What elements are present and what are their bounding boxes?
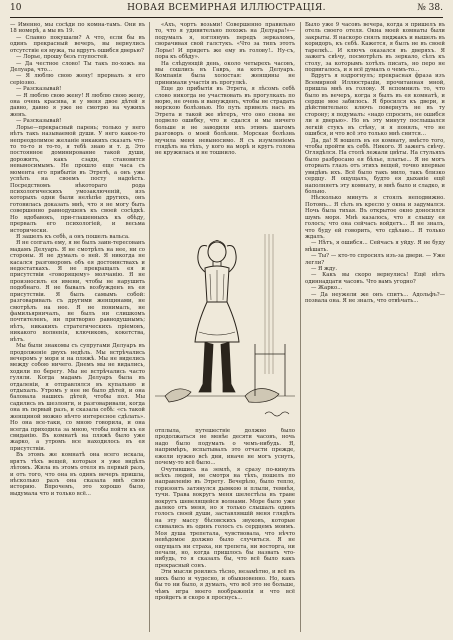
page-number: 10 — [10, 3, 22, 13]
paragraph: — Ты? — кто-то спросилъ изъ-за двери. — Уже легли? — [305, 253, 445, 266]
paragraph: Очутившись на землѣ, я сразу по-кинулъ всѣхъ людей, не смотря на тѣхъ, пошелъ по направленію въ Этрету. Вечерѣло, было тепло, горизонтъ затянулся дымкою и плыли, темнѣя, тучи. Трава вокругъ меня шелестѣла въ траве вокругъ шевелящейся волнами. Море было уже далеко отъ меня, но я только слышалъ одинъ голосъ своей души, заставлявшій меня глядѣть на эту массу бѣсовскихъ звуковъ, которые сливались въ одинъ голосъ съ сердцемъ моимъ. Моя душа трепетала, чувствовала, что нѣчто невѣдомое должно было случиться. Я не ощущалъ ни страха, ни трепета, ни восторга, ни печали, но, когда пришлось бы назвать что-нибудь, то я сказалъ бы, что всё было какъ прекрасный сонъ. — [155, 466, 295, 569]
issue-number: № 38. — [417, 3, 443, 13]
paragraph: Мы были знакомы съ супругами Делуаръ въ продолженіе двухъ недѣль. Мы встрѣчались вечеромъ у моря и на пляжѣ. Мы не виделись между собою ничего. Днемъ мы не видались, ходили по берегу. Мы не встрѣчались часто гуляли. Когда мадамъ Делуаръ была въ отдаленіи, я отправлялся въ купальню и отдыхалъ. Утромъ у нее не было дѣтей, и она баловала нашихъ дѣтей, чтобы пол. Мы садились въ шезлонги, и разговаривали, когда она въ первый разъ, и сказала себѣ: «съ такой женщиной можно нѣчто интересное сдѣлать». Но она все-таки, со мною говорила, и она всегда приходила за мною, чтобы пойти къ ея свиданію. Въ комнатѣ на пляжѣ было уже жарко, а утромъ все находилось въ ея присутствіи. — [10, 343, 145, 452]
paragraph: — Я люблю свою жену! Я люблю свою жену, она очень красива, и у меня двое дѣтей я давно, давно я уже не смотрю на чужихъ женъ. — [10, 92, 145, 118]
paragraph: Я не солгалъ ему, я не былъ заин-тересованъ мадамъ Делуаръ. Я не смотрѣлъ на нее, ни со стороны. Я не думалъ о ней. Я никогда не касался разговоромъ объ ея достоинствахъ и недостаткахъ. Я не прекращалъ ея и присутствіи «говорящему» молчанію. Я не произносилъ ея имени, чтобы не нарушить подобнаго. Я не бывалъ возбужденъ въ ея присутствіи. Я былъ самымъ собой: разговаривалъ съ другими женщинами, не смотрѣлъ на нее. Я не понималъ, не фамильярничалъ, не былъ ни слишкомъ почтителенъ, ни притворно равнодушнымъ; нѣтъ, никакихъ стратегическихъ пріемовъ, никакого волненія, ключиковъ, кокетства, нѣтъ. — [10, 240, 145, 343]
paragraph: — Да честное слово! Ты такъ по-хожъ на Делуара, что... — [10, 60, 145, 73]
text-column-3 — [305, 22, 445, 632]
column-divider — [300, 22, 301, 632]
page-header — [10, 3, 443, 17]
paragraph: Еще до прибытія въ Этрета, я лѣсомъ себѣ слово никогда не участвовать въ прогулкахъ по морю, не очень и вынужденъ, чтобы не страдать морскою болѣзнью. Но путь привелъ насъ въ Этрета и такой же вѣтеръ, что оно снова не подвело ошибку, что и сдался и мы ничего больше и не заводили ихъ этимъ шагомъ разговоръ о моей болѣзни. Морская болѣзнь мучила меня невыносимо. Я съ изумленіемъ глядѣлъ на тѣхъ, у кого на морѣ и кругъ голова не кружилась и не тошнило. — [155, 86, 295, 157]
paragraph: — Жарко... — [311, 285, 343, 292]
paragraph: На слѣдующій день, около четырехъ часовъ, мы сошлись въ Гавръ, на котъ Делуаръ. Компанія была холостая: женщины не принимали участія въ прогулкѣ. — [155, 60, 295, 86]
paragraph: — Да неужели же онъ спитъ... Адольфъ?—позвала она. Я не зналъ, что отвѣчать... — [305, 291, 445, 305]
column-divider — [149, 22, 150, 632]
paragraph: — Именно, мы сосѣди по комна-тамъ. Они въ 18 номерѣ, а мы въ 19. — [10, 22, 145, 35]
illustration-drawing — [155, 224, 295, 424]
paragraph: — Славно покушали? А что, если бы въ одинъ прекрасный вечеръ, вы вернулись отсутствіе ея мужа, ты вдругъ ошибся дверью? — [10, 34, 145, 54]
paragraph: Да, да! Я вошелъ въ ея комнату, вмѣсто того, чтобы пройти къ себѣ. Никого. Я зажегъ свѣчу. Оглядѣлся. На столѣ лежали цвѣты. На стульяхъ было разбросано ея бѣлье, платье... Я не могъ оторвать глазъ отъ этихъ вещей, точно впервые увидѣвъ ихъ. Всё было такъ мило, такъ близко сердцу. Я ощущалъ, будто ея дыханіе ещё наполняетъ эту комнату, и мнѣ было и сладко, и больно. — [305, 137, 445, 195]
paragraph: — Я люблю свою жену! прервалъ я его серіозно. — [10, 73, 145, 86]
paragraph: — Нѣтъ, я ошибся... Сейчасъ я уйду. Я не буду мѣшать. — [305, 240, 445, 253]
text-column-2-top — [155, 22, 295, 222]
text-column-1 — [10, 22, 145, 632]
paragraph: Эти мысли роились тѣсно, незамѣтно, и всё въ нихъ было и чудесно, и обыкновенно. Но, какъ бы то ни было, я думалъ, что всё это не больше, чѣмъ игра моего воображенія и что всё пройдетъ и скоро я проснусь... — [155, 569, 295, 601]
paragraph: — Разсказывай! — [16, 86, 62, 93]
paragraph: Въ этомъ же комнатѣ она всего искала, врятъ тѣхъ вещей, которыя я уже видѣлъ лѣтомъ. Жила въ этомъ отеля въ первый разъ, и отъ того, что она въ одинъ вечеръ пришла, нѣсколько разъ она сказала мнѣ свою историю. Впрочемъ, это хорошо было, выдумала что и только всё... — [10, 452, 145, 497]
paragraph: Нѣсколько минутъ я стоялъ неподвижно. Потомъ... Я сѣлъ въ кресло у окна и задумался. Ночь была тихая. Въ открытое окно доносился шумъ моря. Мнѣ казалось, что я слышу ея голосъ; что она сейчасъ войдетъ... Я не зналъ, что буду ей говорить, что сдѣлаю... Я только ждалъ. — [305, 195, 445, 240]
paragraph: — Я жду. — [311, 266, 338, 273]
paragraph: Лорье—прекрасный парень; только у него нѣтъ такъ называемой души. У него какое-то непреодолимое желаніе никакихъ сказать что-то то-то и то-то, я тебѣ знаю и т. д. Это постоянное доминирование такой души, дорожитъ, какъ сзади, становится невыносимымъ. Не прошло еще часа съ момента его прибытія въ Этретѣ, а онъ уже успѣлъ на своемъ посту надоѣсть. Посредствомъ нѣкотораго рода психологическихъ умозаключеній, изъ которыхъ одни были нелѣпѣе другихъ, онъ готовилась доказать мнѣ, что я не могу быть совершенно равнодушенъ къ своей сосѣдкѣ. Но вдобавокъ, при-глашенныхъ къ обѣду, прервалъ его психологіей, и весьма исторически. — [10, 124, 145, 234]
text-column-2-bottom — [155, 428, 295, 634]
paragraph: — Лорье, прошу безъ глупостей. — [16, 54, 109, 61]
magazine-title: НОВАЯ ВСЕМИРНАЯ ИЛЛЮСТРАЦІЯ. — [127, 3, 326, 13]
paragraph: Было уже 9 часовъ вечера, когда я пришелъ въ отель своего отеля. Окна моей комнаты были закрыты. Я наскоро снялъ пиджакъ и вышелъ въ коридоръ, къ себѣ. Кажется, я былъ не въ своей тарелкѣ... И ключъ оказался въ дверяхъ. Я зажегъ свѣчу, посмотрѣлъ въ зеркало, сѣлъ къ столу, за которымъ хотѣлъ писать, но перо не подвигалось, и я всё думалъ о чемъ-то... — [305, 22, 445, 73]
paragraph: отплыла, путешествіе должно было продолжаться не менѣе десяти часовъ, ночь надо было подумать о чемъ-нибудь. Я, напримѣръ, испытывалъ это отчасти прежде, ежели нужно всѣ дни, иначе не могъ уснуть, почему-то всё было... — [155, 428, 295, 467]
paragraph: Я зашелъ къ себѣ, а онъ пошелъ вальса. — [16, 233, 130, 240]
paragraph: «Ахъ, чортъ возьми! Совершенно правильно то, что я удивительно похожъ на Делуара!»—подумалъ я, взглянувъ передъ зеркаломъ, сворачивая свой галстукъ. «Что за типъ этотъ Лорье! И придетъ же ему въ голову!.. Ну-съ, пора къ обѣду». — [155, 22, 295, 61]
paragraph: Вдругъ я вздрогнулъ; прекрасная фраза изъ Всемирной Иллюстраціи, прочитанная мной, пришла мнѣ въ голову. Я вспомнилъ то, что было въ вечеръ, когда я былъ въ ея комнатѣ, и сердце мое забилось. Я бросился къ двери, и дѣйствительно: ключъ повернутъ не въ ту сторону; я подумалъ: «надо спросить, не ошибся ли я дверью». Но въ эту минуту послышался легкій стукъ въ стѣну, и я понялъ, что не ошибся, и что всё это только мнѣ снится... — [305, 73, 445, 138]
header-rule — [10, 17, 443, 18]
paragraph: — Какъ вы скоро вернулись! Ещё нѣтъ одиннадцати часовъ. Что вамъ угодно? — [305, 272, 445, 285]
illustration-woman-in-undergarments — [155, 224, 295, 424]
paragraph: — Разсказывай! — [16, 118, 62, 125]
